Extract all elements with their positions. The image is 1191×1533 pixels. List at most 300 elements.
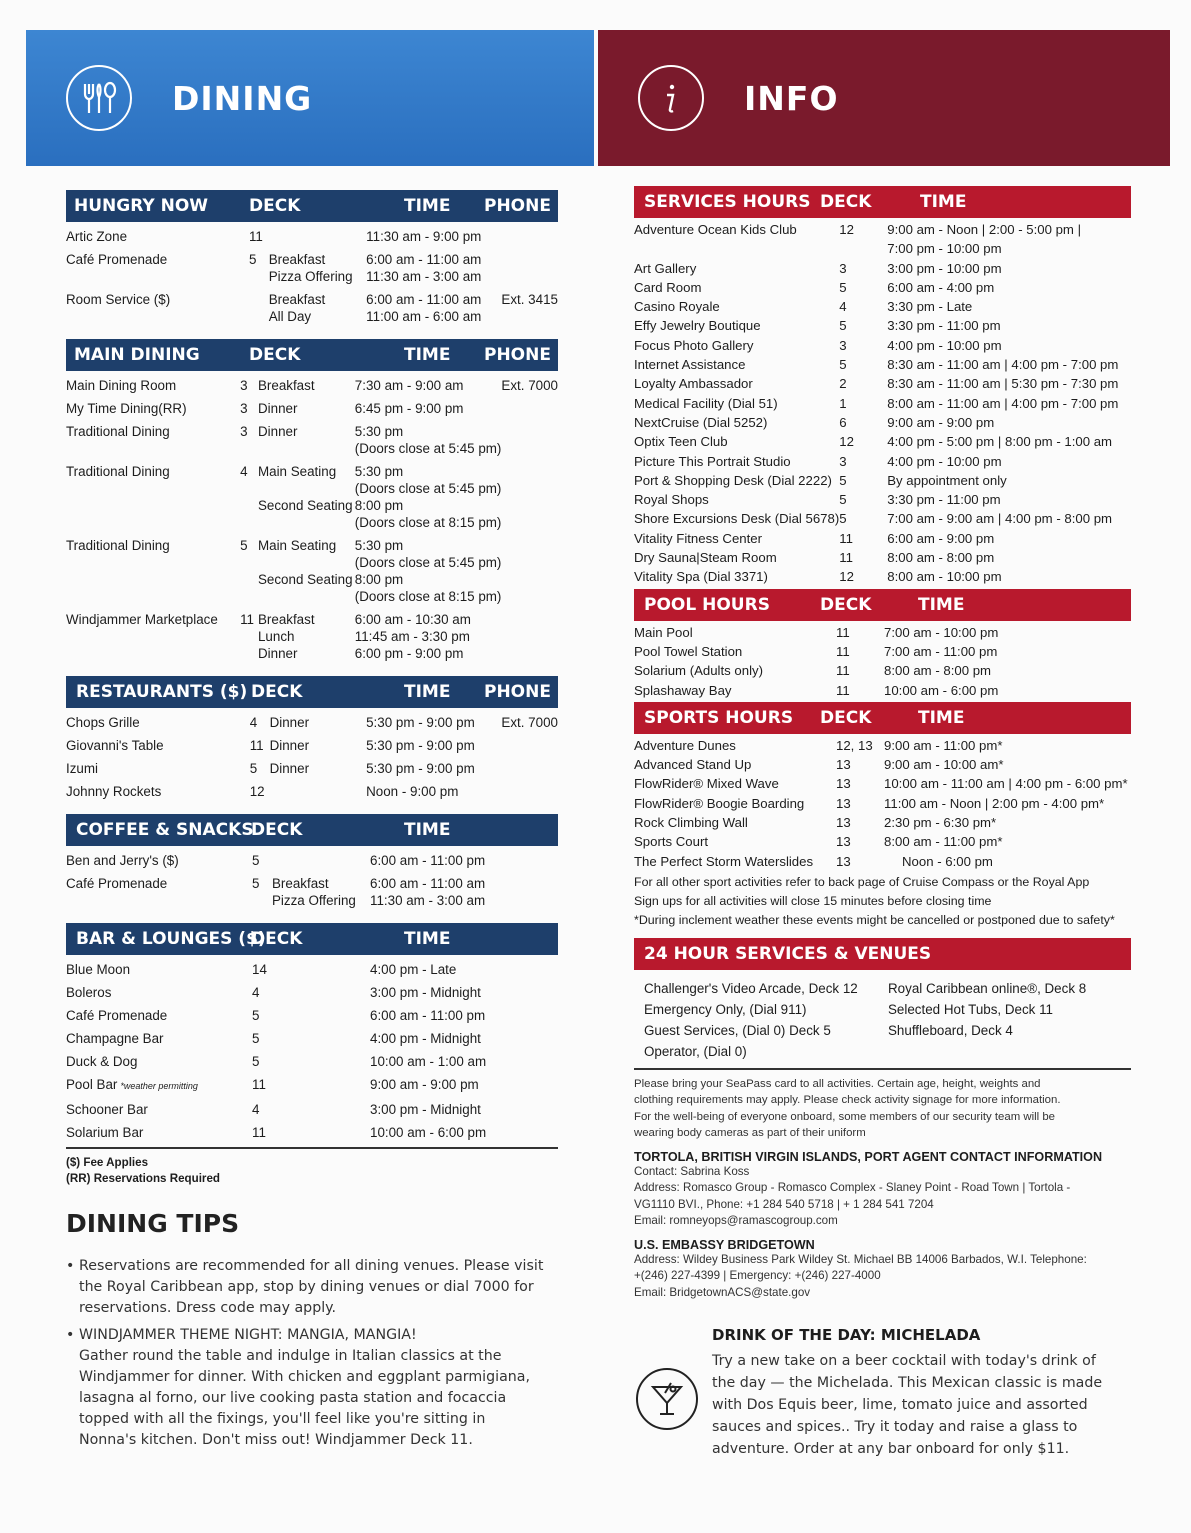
time-line: (Doors close at 8:15 pm) [354,515,502,530]
header-label: HUNGRY NOW [74,196,209,216]
meal-line: Dinner [269,761,310,776]
time-line: 8:00 am - 11:00 am | 4:00 pm - 7:00 pm [887,395,1119,411]
table-row [66,1076,558,1101]
time-line: 9:00 am - 9:00 pm [887,414,995,430]
table-row [66,1030,558,1053]
table-row [634,278,1131,297]
deck: 11 [240,612,255,627]
hungry-now-header [66,190,558,222]
deck: 3 [240,401,248,416]
table-row [66,783,558,806]
header-time: TIME [404,929,451,949]
fee-notes [66,1155,558,1187]
venue-name: Café Promenade [66,876,168,891]
table-row [634,432,1131,451]
table-row [634,297,1131,316]
service-name: Pool Towel Station [634,643,743,659]
table-row [634,336,1131,355]
time-line: 8:00 pm [354,498,404,513]
time [887,336,1131,355]
time [887,220,1131,259]
time [887,529,1131,548]
service-name: FlowRider® Mixed Wave [634,776,779,792]
meal [258,423,355,463]
table-row [634,642,1131,661]
time-line: 6:00 am - 9:00 pm [887,530,995,546]
sports-notes [634,873,1131,930]
deck: 12 [249,784,265,799]
time: 6:00 am - 11:00 pm [370,1008,486,1023]
header-time: TIME [404,682,451,702]
table-row [66,714,558,737]
time-line: 9:00 am - Noon | 2:00 - 5:00 pm | [887,222,1082,237]
services-header [634,186,1131,218]
deck: 4 [252,985,260,1000]
header-phone: PHONE [484,345,551,365]
drink-title: DRINK OF THE DAY: MICHELADA [712,1326,981,1344]
time-line: 4:00 pm - 5:00 pm | 8:00 pm - 1:00 am [887,434,1113,450]
time-line: 9:00 am - 10:00 am* [884,757,1004,773]
service-name: Sports Court [634,834,709,850]
table-row [634,794,1131,813]
table-row [66,1124,558,1148]
time-line: 3:30 pm - 11:00 pm [887,492,1001,508]
meal-line: Dinner [257,401,298,416]
info-icon [638,65,704,131]
deck: 5 [839,357,847,373]
coffee-table [66,852,558,915]
table-row [634,832,1131,851]
header-label: 24 HOUR SERVICES & VENUES [644,943,932,964]
header-label: BAR & LOUNGES ($) [76,929,266,949]
deck: 12, 13 [836,737,873,753]
venue-name [66,1101,252,1124]
time-line: 5:30 pm [354,424,404,439]
time-line: 8:00 am - 8:00 pm [884,663,992,679]
time [355,423,502,463]
tip-line: topped with all the fixings, you'll feel like you're sitting in [79,1411,486,1427]
meal-line: Pizza Offering [268,269,353,284]
time [355,463,502,537]
time [887,374,1131,393]
header-deck: DECK [820,594,872,615]
pool-table [634,623,1131,700]
time [884,832,1131,851]
phone [501,783,558,806]
deck: 4 [249,715,258,730]
port-agent-info [634,1164,1131,1230]
service-name: Vitality Fitness Center [634,530,763,546]
sports-header [634,702,1131,734]
time-line: By appointment only [887,472,1007,488]
time-line: 5:30 pm [354,464,404,479]
table-row [66,463,558,537]
time-line: 8:30 am - 11:00 am | 4:00 pm - 7:00 pm [887,357,1119,373]
time-line: 11:30 am - 9:00 pm [366,229,482,244]
service-name: Main Pool [634,624,693,640]
drink-line: adventure. Order at any bar onboard for only $11. [712,1441,1070,1457]
time [884,774,1131,793]
deck: 11 [839,530,853,546]
venue-label: Pool Bar [66,1077,118,1092]
deck: 2 [839,376,847,392]
deck: 11 [836,643,850,659]
deck: 12 [839,434,854,450]
deck: 13 [836,757,851,773]
time [887,471,1131,490]
time-line: 10:00 am - 6:00 pm [884,682,999,698]
phone [501,423,558,463]
deck: 3 [839,260,847,276]
service-name: Adventure Dunes [634,737,736,753]
time [887,259,1131,278]
time [366,783,501,806]
contact-line: Email: romneyops@ramascogroup.com [634,1214,838,1228]
time-line: (Doors close at 5:45 pm) [354,441,502,456]
header-time: TIME [404,345,451,365]
venues24-header [634,938,1131,970]
time [366,291,501,331]
drink-line: with Dos Equis beer, lime, tomato juice and assorted [712,1397,1088,1413]
time-line: 7:00 am - 10:00 pm [884,624,999,640]
info-title: INFO [744,78,839,118]
service-name: NextCruise (Dial 5252) [634,414,768,430]
main-dining-table [66,377,558,668]
time [370,875,506,915]
time-line: 11:45 am - 3:30 pm [354,629,470,644]
header-deck: DECK [251,929,303,949]
table-row [634,316,1131,335]
tip-line: WINDJAMMER THEME NIGHT: MANGIA, MANGIA! [79,1327,417,1343]
embassy-title: U.S. EMBASSY BRIDGETOWN [634,1237,815,1252]
table-row [634,490,1131,509]
venue-name: Café Promenade [66,252,168,267]
deck: 13 [836,853,851,869]
venue-name: Giovanni's Table [66,738,164,753]
contact-line: VG1110 BVI., Phone: +1 284 540 5718 | + 1 284 541 7204 [634,1197,934,1211]
time [884,736,1131,755]
venue-item: Guest Services, (Dial 0) Deck 5 [644,1022,831,1038]
deck: 4 [252,1102,260,1117]
fee-note: ($) Fee Applies [66,1156,149,1169]
header-time: TIME [918,594,965,615]
sports-table [634,736,1131,871]
time [887,297,1131,316]
venue-label: Champagne Bar [66,1031,164,1046]
dining-banner [26,30,594,166]
table-row [66,611,558,668]
time: 9:00 am - 9:00 pm [370,1077,479,1092]
table-row [634,774,1131,793]
service-name: Shore Excursions Desk (Dial 5678) [634,511,840,527]
time-line: 6:00 pm - 9:00 pm [354,646,464,661]
time-line: 3:00 pm - 10:00 pm [887,260,1002,276]
venue-name [66,961,252,984]
table-row [66,852,558,875]
meal-line: Dinner [257,424,298,439]
time: 4:00 pm - Midnight [370,1031,481,1046]
tip-line: the Royal Caribbean app, stop by dining venues or dial 7000 for [79,1279,534,1295]
time [887,278,1131,297]
time-line: 3:30 pm - 11:00 pm [887,318,1001,334]
deck: 3 [240,378,248,393]
meal-line [270,783,367,800]
venue-name [66,1076,252,1101]
meal-line: Dinner [269,738,310,753]
meal-line: Second Seating [257,572,353,587]
fee-note: (RR) Reservations Required [66,1172,220,1185]
service-name: FlowRider® Boogie Boarding [634,795,805,811]
time: 4:00 pm - Late [370,962,457,977]
deck: 5 [249,761,258,776]
venue-item: Shuffleboard, Deck 4 [888,1022,1013,1038]
time-line: 5:30 pm - 9:00 pm [366,715,475,730]
meal [258,400,355,423]
deck: 5 [839,492,847,508]
service-name: Loyalty Ambassador [634,376,753,392]
time [355,400,502,423]
phone [501,737,558,760]
venue-label: Café Promenade [66,1008,168,1023]
deck: 11 [836,663,850,679]
time [884,755,1131,774]
time-line: 8:00 am - 11:00 pm* [884,834,1003,850]
deck: 4 [839,299,847,315]
service-name: Splashaway Bay [634,682,732,698]
service-name: Effy Jewelry Boutique [634,318,761,334]
table-row [634,452,1131,471]
bullet-icon: • [66,1327,75,1343]
time [366,251,501,291]
time-line: 5:30 pm - 9:00 pm [366,761,475,776]
time-line: 6:00 am - 10:30 am [354,612,471,627]
table-row [66,400,558,423]
time [887,490,1131,509]
table-row [66,291,558,331]
service-name: Art Gallery [634,260,697,276]
venue-name: Main Dining Room [66,378,177,393]
deck: 3 [839,453,847,469]
bullet-icon: • [66,1258,75,1274]
table-row [634,548,1131,567]
port-agent-title: TORTOLA, BRITISH VIRGIN ISLANDS, PORT AGENT CONTACT INFORMATION [634,1149,1103,1164]
table-row [66,251,558,291]
time [884,642,1131,661]
phone: Ext. 7000 [501,378,558,393]
venue-label: Blue Moon [66,962,131,977]
time [366,760,501,783]
time [887,567,1131,586]
sports-note: Sign ups for all activities will close 15 minutes before closing time [634,893,992,908]
time: 3:00 pm - Midnight [370,1102,481,1117]
deck: 11 [839,550,853,566]
deck: 5 [248,252,257,267]
time-line: 8:00 am - 8:00 pm [887,550,995,566]
note-line: wearing body cameras as part of their uniform [634,1127,866,1140]
deck: 5 [839,318,847,334]
time-line: 7:30 am - 9:00 am [354,378,464,393]
bars-header [66,923,558,955]
deck: 12 [839,222,854,237]
time [884,661,1131,680]
table-row [634,813,1131,832]
time-line: 5:30 pm [354,538,404,553]
deck: 13 [836,795,851,811]
time-line: 3:30 pm - Late [887,299,973,315]
table-row [66,961,558,984]
deck: 5 [839,472,847,488]
phone: Ext. 3415 [501,292,558,307]
venue-name: Windjammer Marketplace [66,612,218,627]
time-line: 6:00 am - 4:00 pm [887,279,995,295]
meal [270,714,367,737]
service-name: The Perfect Storm Waterslides [634,853,814,869]
service-name: Picture This Portrait Studio [634,453,791,469]
time-line: Noon - 6:00 pm [902,853,993,869]
deck: 14 [252,962,267,977]
time-line: (Doors close at 5:45 pm) [354,555,502,570]
table-row [634,852,1131,871]
tip-text [79,1256,543,1319]
meal [270,760,367,783]
meal-line: Main Seating [257,538,337,553]
meal-line: Breakfast [268,292,326,307]
table-row [634,681,1131,700]
info-banner [598,30,1170,166]
header-phone: PHONE [484,682,551,702]
phone [506,875,558,915]
meal-line: Lunch [257,629,295,644]
service-name: Card Room [634,279,702,295]
embassy-info [634,1252,1131,1302]
time [887,394,1131,413]
dining-tip [66,1325,558,1451]
tip-line: reservations. Dress code may apply. [79,1300,337,1316]
time-line: 6:00 am - 11:00 pm [370,853,486,868]
deck: 13 [836,776,851,792]
venue-name [66,1030,252,1053]
time: 3:00 pm - Midnight [370,985,481,1000]
header-phone: PHONE [484,196,551,216]
deck: 5 [252,853,260,868]
meal-line: Breakfast [272,876,329,891]
venue-name: Traditional Dining [66,464,170,479]
venue-name: Traditional Dining [66,538,170,553]
time-line: 4:00 pm - 10:00 pm [887,337,1002,353]
table-row [634,661,1131,680]
dining-tips-title: DINING TIPS [66,1209,240,1238]
time-line: 11:30 am - 3:00 am [370,893,486,908]
venue-name: My Time Dining(RR) [66,401,187,416]
deck: 11 [836,624,850,640]
meal [258,377,355,400]
venue-item: Royal Caribbean online®, Deck 8 [888,980,1087,996]
time [887,413,1131,432]
venues24-list [634,970,1131,1070]
deck: 3 [240,424,248,439]
deck: 6 [839,414,847,430]
service-name: Dry Sauna|Steam Room [634,550,777,566]
time [884,681,1131,700]
meal [258,537,355,611]
dining-title: DINING [172,78,313,118]
contact-line: Contact: Sabrina Koss [634,1164,750,1178]
table-row [66,737,558,760]
venue-item: Challenger's Video Arcade, Deck 12 [644,980,858,996]
time-line: 4:00 pm - 10:00 pm [887,453,1002,469]
time-line: 8:00 pm [354,572,404,587]
pool-header [634,589,1131,621]
header-deck: DECK [249,196,301,216]
phone [501,537,558,611]
table-row [634,623,1131,642]
table-row [66,537,558,611]
deck: 5 [252,876,260,891]
table-row [66,1007,558,1030]
drink-line: sauces and spices.. Try it today and raise a glass to [712,1419,1078,1435]
venue-name: Johnny Rockets [66,784,162,799]
note-line: For the well-being of everyone onboard, some members of our security team will be [634,1110,1056,1123]
time-line: 8:00 am - 10:00 pm [887,569,1002,585]
meal-line: Breakfast [257,612,315,627]
header-label: POOL HOURS [644,594,770,615]
venue-note: *weather permitting [120,1081,198,1091]
meal [269,251,366,291]
time [370,852,506,875]
meal [272,852,370,875]
contact-line: +(246) 227-4399 | Emergency: +(246) 227-4000 [634,1269,881,1283]
time [884,623,1131,642]
dining-column [66,190,558,1457]
time [887,316,1131,335]
time-line: 7:00 am - 9:00 am | 4:00 pm - 8:00 pm [887,511,1113,527]
phone [506,852,558,875]
meal-line: Main Seating [257,464,337,479]
contact-line: Address: Wildey Business Park Wildey St. Michael BB 14006 Barbados, W.I. Telephone: [634,1252,1087,1266]
venue-name [66,1124,252,1148]
note-line: clothing requirements may apply. Please check activity signage for more information. [634,1094,1061,1107]
meal [258,611,355,668]
time-line: 8:30 am - 11:00 am | 5:30 pm - 7:30 pm [887,376,1119,392]
meal-line: All Day [268,309,312,324]
table-row [66,1101,558,1124]
time [366,714,501,737]
phone [501,760,558,783]
venue-name: Izumi [66,761,98,776]
meal-line: Dinner [269,715,310,730]
drink-line: the day — the Michelada. This Mexican classic is made [712,1375,1103,1391]
table-row [66,377,558,400]
tip-line: lasagna al forno, our live cooking pasta station and focaccia [79,1390,507,1406]
venue-name: Artic Zone [66,229,128,244]
cocktail-glass-icon [636,1368,698,1430]
deck: 11 [248,229,263,244]
utensils-icon [66,65,132,131]
deck: 4 [240,464,248,479]
header-deck: DECK [251,820,303,840]
table-row [634,509,1131,528]
tip-line: Gather round the table and indulge in Italian classics at the [79,1348,502,1364]
deck: 5 [240,538,248,553]
header-deck: DECK [820,192,872,212]
time-line: 2:30 pm - 6:30 pm* [884,815,997,831]
services-table [634,220,1131,587]
restaurants-table [66,714,558,806]
time-line: Noon - 9:00 pm [366,784,459,799]
table-row [634,259,1131,278]
venue-name [66,984,252,1007]
service-name: Port & Shopping Desk (Dial 2222) [634,472,832,488]
